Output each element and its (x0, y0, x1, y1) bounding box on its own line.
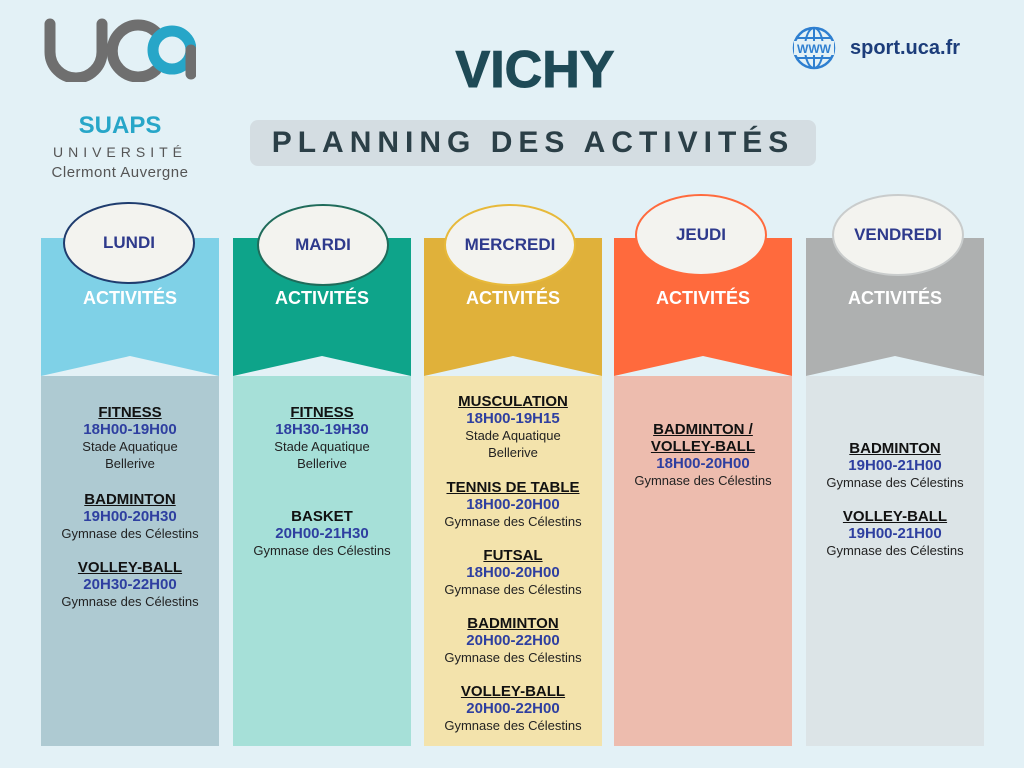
activity-item (614, 421, 792, 489)
activity-time: 18H00-20H00 (466, 564, 560, 581)
day-body-mercredi (424, 376, 602, 746)
activity-time: 18H00-20H00 (656, 455, 750, 472)
activity-place: Stade Aquatique Bellerive (274, 439, 370, 471)
activity-place: Gymnase des Célestins (826, 475, 964, 490)
uca-logo (44, 18, 194, 181)
day-badge-mercredi: MERCREDI (444, 204, 576, 286)
activity-item (424, 683, 602, 734)
day-body-lundi (41, 376, 219, 746)
activity-time: 20H00-21H30 (275, 525, 369, 542)
day-column-jeudi (614, 225, 792, 746)
activity-name: VOLLEY-BALL (842, 508, 948, 525)
activity-name: BADMINTON / VOLLEY-BALL (650, 421, 756, 455)
activity-time: 18H00-19H15 (466, 410, 560, 427)
activity-time: 18H00-20H00 (466, 496, 560, 513)
activity-time: 18H00-19H00 (83, 421, 177, 438)
activity-item (424, 547, 602, 598)
activity-item (424, 393, 602, 461)
activity-name: TENNIS DE TABLE (446, 479, 580, 496)
day-badge-jeudi: JEUDI (635, 194, 767, 276)
activity-place: Gymnase des Célestins (253, 543, 391, 558)
svg-text:WWW: WWW (797, 42, 831, 56)
activities-label: ACTIVITÉS (465, 288, 560, 308)
activity-name: MUSCULATION (458, 393, 568, 410)
activity-item (41, 559, 219, 610)
activity-item (424, 615, 602, 666)
activity-time: 20H00-22H00 (466, 632, 560, 649)
activity-place: Gymnase des Célestins (826, 543, 964, 558)
activity-name: VOLLEY-BALL (460, 683, 566, 700)
activity-name: FUTSAL (483, 547, 543, 564)
activity-time: 20H00-22H00 (466, 700, 560, 717)
activity-place: Gymnase des Célestins (444, 582, 582, 597)
logo-university-text: UNIVERSITÉ (52, 144, 187, 160)
activities-label: ACTIVITÉS (82, 288, 177, 308)
day-column-vendredi (806, 225, 984, 746)
activities-label: ACTIVITÉS (274, 288, 369, 308)
activity-place: Gymnase des Célestins (61, 594, 199, 609)
day-badge-vendredi: VENDREDI (832, 194, 964, 276)
activity-time: 18H30-19H30 (275, 421, 369, 438)
page-subtitle: PLANNING DES ACTIVITÉS (250, 120, 816, 166)
activity-item (233, 404, 411, 472)
day-body-mardi (233, 376, 411, 746)
activity-name: FITNESS (98, 404, 162, 421)
activity-item (41, 491, 219, 542)
activity-place: Gymnase des Célestins (634, 473, 772, 488)
activity-name: BADMINTON (467, 615, 559, 632)
activity-time: 20H30-22H00 (83, 576, 177, 593)
logo-region-text: Clermont Auvergne (51, 164, 189, 181)
activity-place: Gymnase des Célestins (444, 514, 582, 529)
activity-item (424, 479, 602, 530)
activity-name: BADMINTON (84, 491, 176, 508)
activity-name: BASKET (291, 508, 353, 525)
activity-name: VOLLEY-BALL (77, 559, 183, 576)
activity-place: Gymnase des Célestins (444, 650, 582, 665)
day-body-vendredi (806, 376, 984, 746)
website-url: sport.uca.fr (850, 36, 961, 59)
activity-name: FITNESS (290, 404, 354, 421)
activity-item (41, 404, 219, 472)
day-column-lundi (41, 233, 219, 746)
activity-place: Gymnase des Célestins (444, 718, 582, 733)
activity-place: Stade Aquatique Bellerive (465, 428, 561, 460)
page-title: VICHY (455, 41, 615, 99)
website-link[interactable] (792, 26, 960, 70)
activity-place: Gymnase des Célestins (61, 526, 199, 541)
activity-item (806, 508, 984, 559)
activity-name: BADMINTON (849, 440, 941, 457)
activity-time: 19H00-21H00 (848, 457, 942, 474)
day-badge-lundi: LUNDI (63, 202, 195, 284)
activity-place: Stade Aquatique Bellerive (82, 439, 178, 471)
logo-suaps-text: SUAPS (78, 112, 162, 139)
activity-item (806, 440, 984, 491)
uca-logo-mark-icon (44, 18, 196, 82)
day-body-jeudi (614, 376, 792, 746)
day-badge-mardi: MARDI (257, 204, 389, 286)
www-globe-icon (792, 26, 836, 70)
day-column-mercredi (424, 235, 602, 746)
activity-time: 19H00-21H00 (848, 525, 942, 542)
activity-time: 19H00-20H30 (83, 508, 177, 525)
activities-label: ACTIVITÉS (655, 288, 750, 308)
activities-label: ACTIVITÉS (847, 288, 942, 308)
day-column-mardi (233, 235, 411, 746)
activity-item (233, 508, 411, 559)
